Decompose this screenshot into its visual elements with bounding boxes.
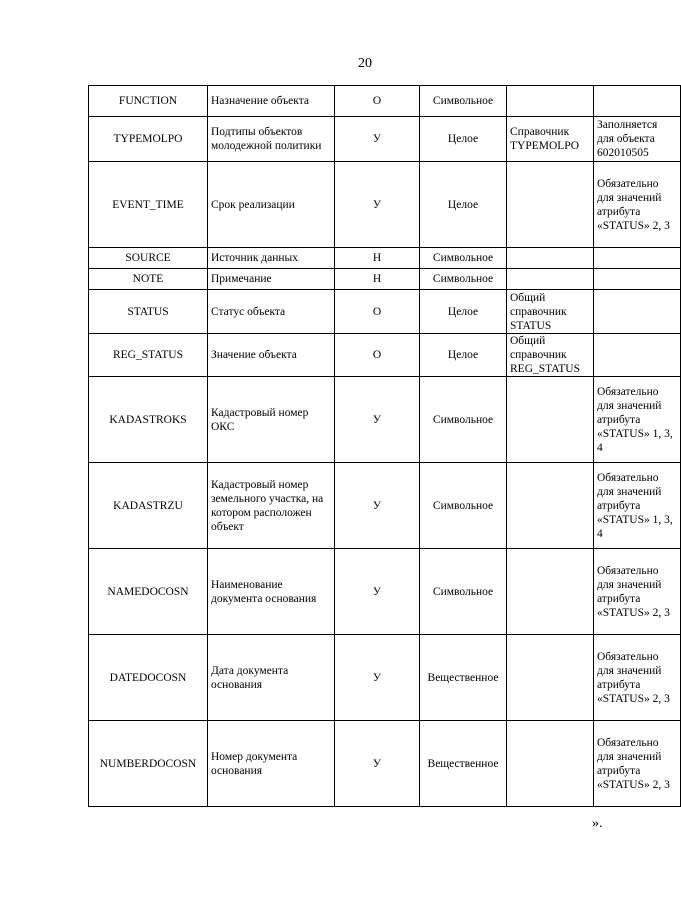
attribute-type: Символьное <box>420 463 507 549</box>
attribute-code: EVENT_TIME <box>89 162 208 248</box>
attribute-type: Символьное <box>420 549 507 635</box>
attribute-note: Обязательно для значений атрибута «STATUS» 2, 3 <box>594 635 681 721</box>
table-row <box>89 334 681 377</box>
table-row <box>89 549 681 635</box>
attribute-name: Назначение объекта <box>208 86 335 117</box>
table-row <box>89 463 681 549</box>
attribute-code: NOTE <box>89 269 208 290</box>
closing-quote: ». <box>592 816 603 831</box>
attribute-reference <box>507 549 594 635</box>
attribute-requirement: Н <box>335 269 420 290</box>
attribute-name: Значение объекта <box>208 334 335 377</box>
attribute-type: Целое <box>420 290 507 334</box>
attribute-requirement: У <box>335 635 420 721</box>
attribute-reference <box>507 721 594 807</box>
attribute-requirement: У <box>335 549 420 635</box>
attribute-reference <box>507 86 594 117</box>
attribute-name: Срок реализации <box>208 162 335 248</box>
attribute-reference: Общий справочник REG_STATUS <box>507 334 594 377</box>
attribute-name: Статус объекта <box>208 290 335 334</box>
attribute-type: Целое <box>420 162 507 248</box>
attribute-code: NAMEDOCOSN <box>89 549 208 635</box>
attribute-name: Примечание <box>208 269 335 290</box>
attribute-type: Целое <box>420 117 507 162</box>
attribute-type: Символьное <box>420 269 507 290</box>
attribute-reference <box>507 463 594 549</box>
attribute-reference <box>507 635 594 721</box>
attribute-requirement: О <box>335 290 420 334</box>
attribute-name: Кадастровый номер земельного участка, на котором расположен объект <box>208 463 335 549</box>
attribute-note <box>594 269 681 290</box>
attribute-note: Обязательно для значений атрибута «STATUS» 2, 3 <box>594 721 681 807</box>
attribute-type: Вещественное <box>420 635 507 721</box>
attribute-requirement: О <box>335 334 420 377</box>
attribute-reference <box>507 377 594 463</box>
attribute-note: Заполняется для объекта 602010505 <box>594 117 681 162</box>
attribute-code: DATEDOCOSN <box>89 635 208 721</box>
attribute-requirement: У <box>335 721 420 807</box>
attribute-code: KADASTROKS <box>89 377 208 463</box>
attribute-reference <box>507 269 594 290</box>
attribute-code: NUMBERDOCOSN <box>89 721 208 807</box>
attribute-requirement: О <box>335 86 420 117</box>
attribute-note: Обязательно для значений атрибута «STATUS» 2, 3 <box>594 162 681 248</box>
attribute-name: Наименование документа основания <box>208 549 335 635</box>
attribute-type: Символьное <box>420 248 507 269</box>
attribute-requirement: У <box>335 377 420 463</box>
page-number: 20 <box>358 56 372 71</box>
attribute-code: SOURCE <box>89 248 208 269</box>
table-row <box>89 269 681 290</box>
attribute-reference <box>507 248 594 269</box>
table-row <box>89 635 681 721</box>
attribute-type: Вещественное <box>420 721 507 807</box>
attribute-name: Кадастровый номер ОКС <box>208 377 335 463</box>
attribute-type: Символьное <box>420 86 507 117</box>
table-row <box>89 377 681 463</box>
table-row <box>89 117 681 162</box>
table-row <box>89 290 681 334</box>
attribute-code: STATUS <box>89 290 208 334</box>
attribute-type: Символьное <box>420 377 507 463</box>
attribute-type: Целое <box>420 334 507 377</box>
attribute-note <box>594 86 681 117</box>
table-row <box>89 86 681 117</box>
attribute-code: KADASTRZU <box>89 463 208 549</box>
attribute-name: Дата документа основания <box>208 635 335 721</box>
attribute-note: Обязательно для значений атрибута «STATUS» 1, 3, 4 <box>594 463 681 549</box>
attribute-code: TYPEMOLPO <box>89 117 208 162</box>
table-row <box>89 248 681 269</box>
attribute-reference: Общий справочник STATUS <box>507 290 594 334</box>
attribute-note: Обязательно для значений атрибута «STATUS» 2, 3 <box>594 549 681 635</box>
attribute-requirement: Н <box>335 248 420 269</box>
attribute-note: Обязательно для значений атрибута «STATUS» 1, 3, 4 <box>594 377 681 463</box>
attribute-code: FUNCTION <box>89 86 208 117</box>
attribute-name: Источник данных <box>208 248 335 269</box>
attribute-note <box>594 334 681 377</box>
attribute-note <box>594 248 681 269</box>
attribute-name: Подтипы объектов молодежной политики <box>208 117 335 162</box>
attribute-requirement: У <box>335 162 420 248</box>
attribute-reference <box>507 162 594 248</box>
attribute-note <box>594 290 681 334</box>
attribute-requirement: У <box>335 117 420 162</box>
table-row <box>89 721 681 807</box>
attribute-table <box>88 85 681 807</box>
attribute-reference: Справочник TYPEMOLPO <box>507 117 594 162</box>
attribute-name: Номер документа основания <box>208 721 335 807</box>
attribute-requirement: У <box>335 463 420 549</box>
attribute-code: REG_STATUS <box>89 334 208 377</box>
table-row <box>89 162 681 248</box>
